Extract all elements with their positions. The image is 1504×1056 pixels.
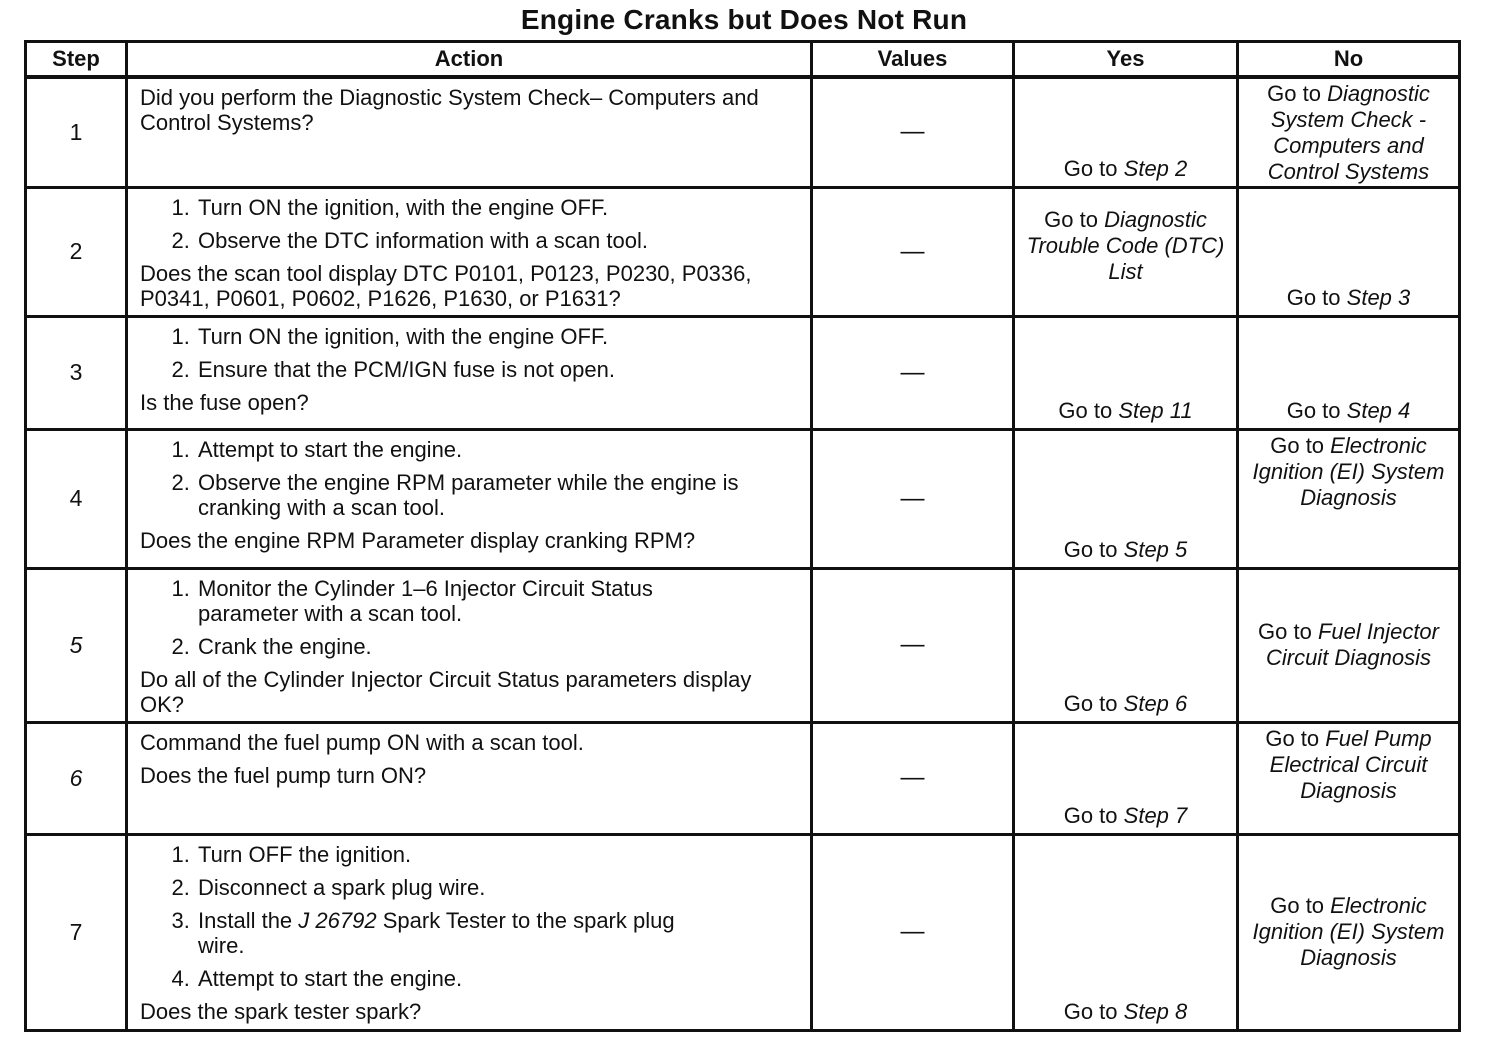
action-item: 2. Observe the engine RPM parameter while the engine is cranking with a scan tool. [196,470,800,520]
action-item-text: Spark Tester to the spark plug wire. [198,907,675,958]
no-link[interactable]: Fuel Pump Electrical Circuit Diagnosis [1269,725,1432,803]
no-cell [1238,429,1460,568]
action-item: 2. Observe the DTC information with a scan tool. [196,228,800,253]
yes-cell [1014,568,1238,722]
yes-cell [1014,316,1238,429]
yes-cell [1014,187,1238,316]
go-to-text: Go to [1286,284,1341,310]
no-cell [1238,187,1460,316]
go-to-text: Go to [1063,536,1118,562]
header-step: Step [26,42,127,78]
step-number: 7 [26,834,127,1030]
yes-link[interactable]: Step 11 [1118,397,1193,423]
no-link[interactable]: Electronic Ignition (EI) System Diagnosis [1252,893,1445,970]
action-item: 1. Monitor the Cylinder 1–6 Injector Circuit Status parameter with a scan tool. [196,576,738,626]
header-values: Values [812,42,1014,78]
table-row [26,568,1460,722]
yes-link[interactable]: Step 6 [1123,690,1188,716]
go-to-text: Go to [1258,619,1312,644]
action-question: Does the spark tester spark? [140,998,422,1024]
action-question: Is the fuse open? [140,389,309,415]
action-cell [127,429,812,568]
go-to-text: Go to [1058,397,1113,423]
table-row [26,77,1460,187]
action-cell [127,77,812,187]
values-cell: — [812,187,1014,316]
action-list [140,324,800,382]
table-row [26,834,1460,1030]
go-to-text: Go to [1270,432,1325,458]
action-cell [127,568,812,722]
yes-link[interactable]: Step 2 [1123,155,1188,181]
no-link[interactable]: Step 4 [1346,397,1411,423]
yes-link[interactable]: Step 7 [1123,802,1188,828]
header-row [26,42,1460,78]
action-list [140,195,800,253]
step-number: 2 [26,187,127,316]
action-item: 1. Turn OFF the ignition. [196,842,800,867]
values-cell: — [812,316,1014,429]
action-item: 2. Crank the engine. [196,634,800,659]
go-to-text: Go to [1286,397,1341,423]
page-title: Engine Cranks but Does Not Run [520,4,968,35]
action-list [140,437,800,520]
go-to-text: Go to [1063,802,1118,828]
values-cell: — [812,722,1014,834]
action-item: 2. Disconnect a spark plug wire. [196,875,800,900]
action-cell [127,316,812,429]
yes-cell [1014,429,1238,568]
step-number: 3 [26,316,127,429]
yes-cell [1014,77,1238,187]
no-cell [1238,722,1460,834]
no-link[interactable]: Fuel Injector Circuit Diagnosis [1265,619,1439,670]
yes-link[interactable]: Step 5 [1123,536,1188,562]
diagnostic-table [24,40,1461,1032]
no-link[interactable]: Electronic Ignition (EI) System Diagnosis [1252,432,1445,510]
action-item: 1. Turn ON the ignition, with the engine OFF. [196,195,800,220]
action-item [196,908,698,958]
go-to-text: Go to [1270,893,1325,918]
table-row [26,722,1460,834]
action-list [140,576,800,659]
values-cell: — [812,834,1014,1030]
tool-link[interactable]: J 26792 [298,907,377,933]
action-question: Do all of the Cylinder Injector Circuit Status parameters display OK? [140,666,752,717]
step-number: 6 [26,722,127,834]
yes-link[interactable]: Step 8 [1123,998,1188,1024]
action-question: Does the scan tool display DTC P0101, P0123, P0230, P0336, P0341, P0601, P0602, P1626, P1630, or P1631? [140,260,752,311]
go-to-text: Go to [1063,690,1118,716]
step-number: 5 [26,568,127,722]
yes-link[interactable]: Diagnostic Trouble Code (DTC) List [1026,206,1225,284]
values-cell: — [812,568,1014,722]
action-item: 2. Ensure that the PCM/IGN fuse is not open. [196,357,800,382]
go-to-text: Go to [1044,206,1098,232]
action-cell [127,834,812,1030]
values-cell: — [812,429,1014,568]
table-row [26,429,1460,568]
no-link[interactable]: Step 3 [1346,284,1411,310]
action-item: 1. Attempt to start the engine. [196,437,800,462]
action-list [140,842,800,991]
action-cell [127,722,812,834]
header-action: Action [127,42,812,78]
action-item-text: Install the [198,907,293,933]
no-cell [1238,316,1460,429]
action-text: Command the fuel pump ON with a scan tool. [140,729,584,755]
step-number: 4 [26,429,127,568]
yes-cell [1014,834,1238,1030]
no-link[interactable]: Diagnostic System Check - Computers and Control Systems [1267,81,1430,184]
action-text: Did you perform the Diagnostic System Check– Computers and Control Systems? [140,85,759,135]
yes-cell [1014,722,1238,834]
no-cell [1238,77,1460,187]
action-question: Does the engine RPM Parameter display cranking RPM? [140,527,696,553]
table-row [26,316,1460,429]
action-item: 4. Attempt to start the engine. [196,966,800,991]
go-to-text: Go to [1267,81,1321,106]
go-to-text: Go to [1265,725,1320,751]
no-cell [1238,568,1460,722]
go-to-text: Go to [1063,155,1118,181]
values-cell: — [812,77,1014,187]
action-question: Does the fuel pump turn ON? [140,762,427,788]
action-cell [127,187,812,316]
table-row [26,187,1460,316]
header-yes: Yes [1014,42,1238,78]
go-to-text: Go to [1063,998,1118,1024]
no-cell [1238,834,1460,1030]
header-no: No [1238,42,1460,78]
action-item: 1. Turn ON the ignition, with the engine OFF. [196,324,800,349]
step-number: 1 [26,77,127,187]
